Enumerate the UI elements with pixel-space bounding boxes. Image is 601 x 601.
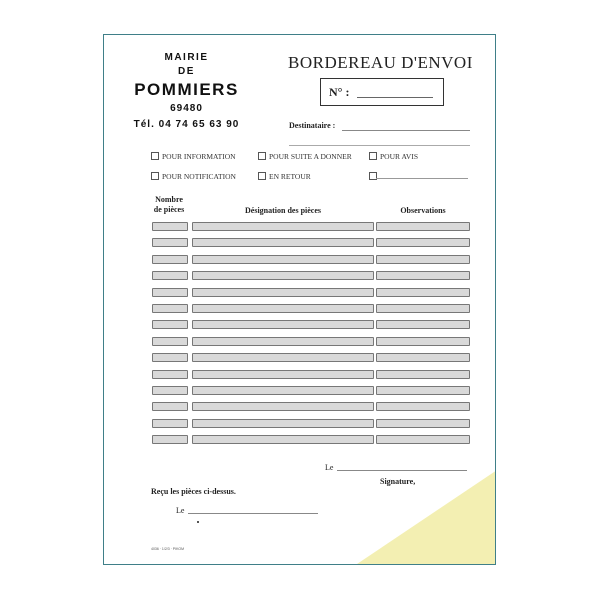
nombre-cell[interactable] xyxy=(152,402,188,411)
observations-cell[interactable] xyxy=(376,288,470,297)
option-en-retour[interactable] xyxy=(258,172,311,181)
observations-cell[interactable] xyxy=(376,386,470,395)
option-pour-avis[interactable] xyxy=(369,152,418,161)
mairie-header xyxy=(114,51,259,133)
form-sheet xyxy=(103,34,496,565)
numero-box[interactable] xyxy=(320,78,444,106)
numero-line xyxy=(357,97,433,98)
nombre-cell[interactable] xyxy=(152,386,188,395)
form-code: 4036 · 1/2/3 · PIKOM xyxy=(151,547,185,551)
option-label: POUR NOTIFICATION xyxy=(162,172,236,181)
designation-cell[interactable] xyxy=(192,337,374,346)
observations-cell[interactable] xyxy=(376,435,470,444)
destinataire-line-1[interactable] xyxy=(342,130,470,131)
col-header-designation: Désignation des pièces xyxy=(245,206,321,215)
observations-cell[interactable] xyxy=(376,222,470,231)
observations-cell[interactable] xyxy=(376,271,470,280)
option-other-line[interactable] xyxy=(376,178,468,179)
designation-cell[interactable] xyxy=(192,419,374,428)
checkbox-icon[interactable] xyxy=(258,172,266,180)
designation-cell[interactable] xyxy=(192,353,374,362)
nombre-cell[interactable] xyxy=(152,320,188,329)
telephone: Tél. 04 74 65 63 90 xyxy=(133,119,240,130)
form-title: BORDEREAU D'ENVOI xyxy=(288,53,473,72)
postcode: 69480 xyxy=(170,103,203,114)
nombre-cell[interactable] xyxy=(152,238,188,247)
option-pour-suite-a-donner[interactable] xyxy=(258,152,352,161)
col-header-nombre: Nombre de pièces xyxy=(153,195,185,214)
le2-label: Le xyxy=(176,506,185,515)
option-pour-information[interactable] xyxy=(151,152,236,161)
option-label: EN RETOUR xyxy=(269,172,311,181)
observations-cell[interactable] xyxy=(376,419,470,428)
signature-label: Signature, xyxy=(380,477,416,486)
nombre-cell[interactable] xyxy=(152,435,188,444)
nombre-cell[interactable] xyxy=(152,255,188,264)
observations-cell[interactable] xyxy=(376,304,470,313)
observations-cell[interactable] xyxy=(376,337,470,346)
checkbox-icon[interactable] xyxy=(151,152,159,160)
designation-cell[interactable] xyxy=(192,435,374,444)
designation-cell[interactable] xyxy=(192,304,374,313)
option-label: POUR AVIS xyxy=(380,152,419,161)
commune-name: POMMIERS xyxy=(134,80,239,99)
observations-cell[interactable] xyxy=(376,320,470,329)
designation-cell[interactable] xyxy=(192,255,374,264)
checkbox-icon[interactable] xyxy=(151,172,159,180)
nombre-cell[interactable] xyxy=(152,304,188,313)
col-header-observations: Observations xyxy=(400,206,446,215)
option-label: POUR SUITE A DONNER xyxy=(269,152,352,161)
observations-cell[interactable] xyxy=(376,370,470,379)
nombre-cell[interactable] xyxy=(152,288,188,297)
option-pour-notification[interactable] xyxy=(151,172,236,181)
destinataire-line-2[interactable] xyxy=(289,145,470,146)
numero-label: N° : xyxy=(329,85,350,99)
designation-cell[interactable] xyxy=(192,271,374,280)
mairie-de: DE xyxy=(178,66,195,77)
designation-cell[interactable] xyxy=(192,386,374,395)
option-other[interactable] xyxy=(369,172,380,181)
checkbox-icon[interactable] xyxy=(369,152,377,160)
observations-cell[interactable] xyxy=(376,353,470,362)
nombre-cell[interactable] xyxy=(152,370,188,379)
nombre-cell[interactable] xyxy=(152,337,188,346)
designation-cell[interactable] xyxy=(192,222,374,231)
checkbox-icon[interactable] xyxy=(258,152,266,160)
mairie-label: MAIRIE xyxy=(164,52,209,63)
designation-cell[interactable] xyxy=(192,238,374,247)
nombre-cell[interactable] xyxy=(152,222,188,231)
le2-date-line[interactable] xyxy=(188,513,318,514)
nombre-cell[interactable] xyxy=(152,271,188,280)
option-label: POUR INFORMATION xyxy=(162,152,236,161)
designation-cell[interactable] xyxy=(192,288,374,297)
observations-cell[interactable] xyxy=(376,255,470,264)
nombre-cell[interactable] xyxy=(152,419,188,428)
le-date-line[interactable] xyxy=(337,470,467,471)
observations-cell[interactable] xyxy=(376,402,470,411)
nombre-cell[interactable] xyxy=(152,353,188,362)
designation-cell[interactable] xyxy=(192,402,374,411)
designation-cell[interactable] xyxy=(192,320,374,329)
recu-label: Reçu les pièces ci-dessus. xyxy=(151,487,236,496)
destinataire-label: Destinataire : xyxy=(289,121,336,130)
observations-cell[interactable] xyxy=(376,238,470,247)
le-label: Le xyxy=(325,463,334,472)
designation-cell[interactable] xyxy=(192,370,374,379)
mark-dot xyxy=(197,521,199,523)
